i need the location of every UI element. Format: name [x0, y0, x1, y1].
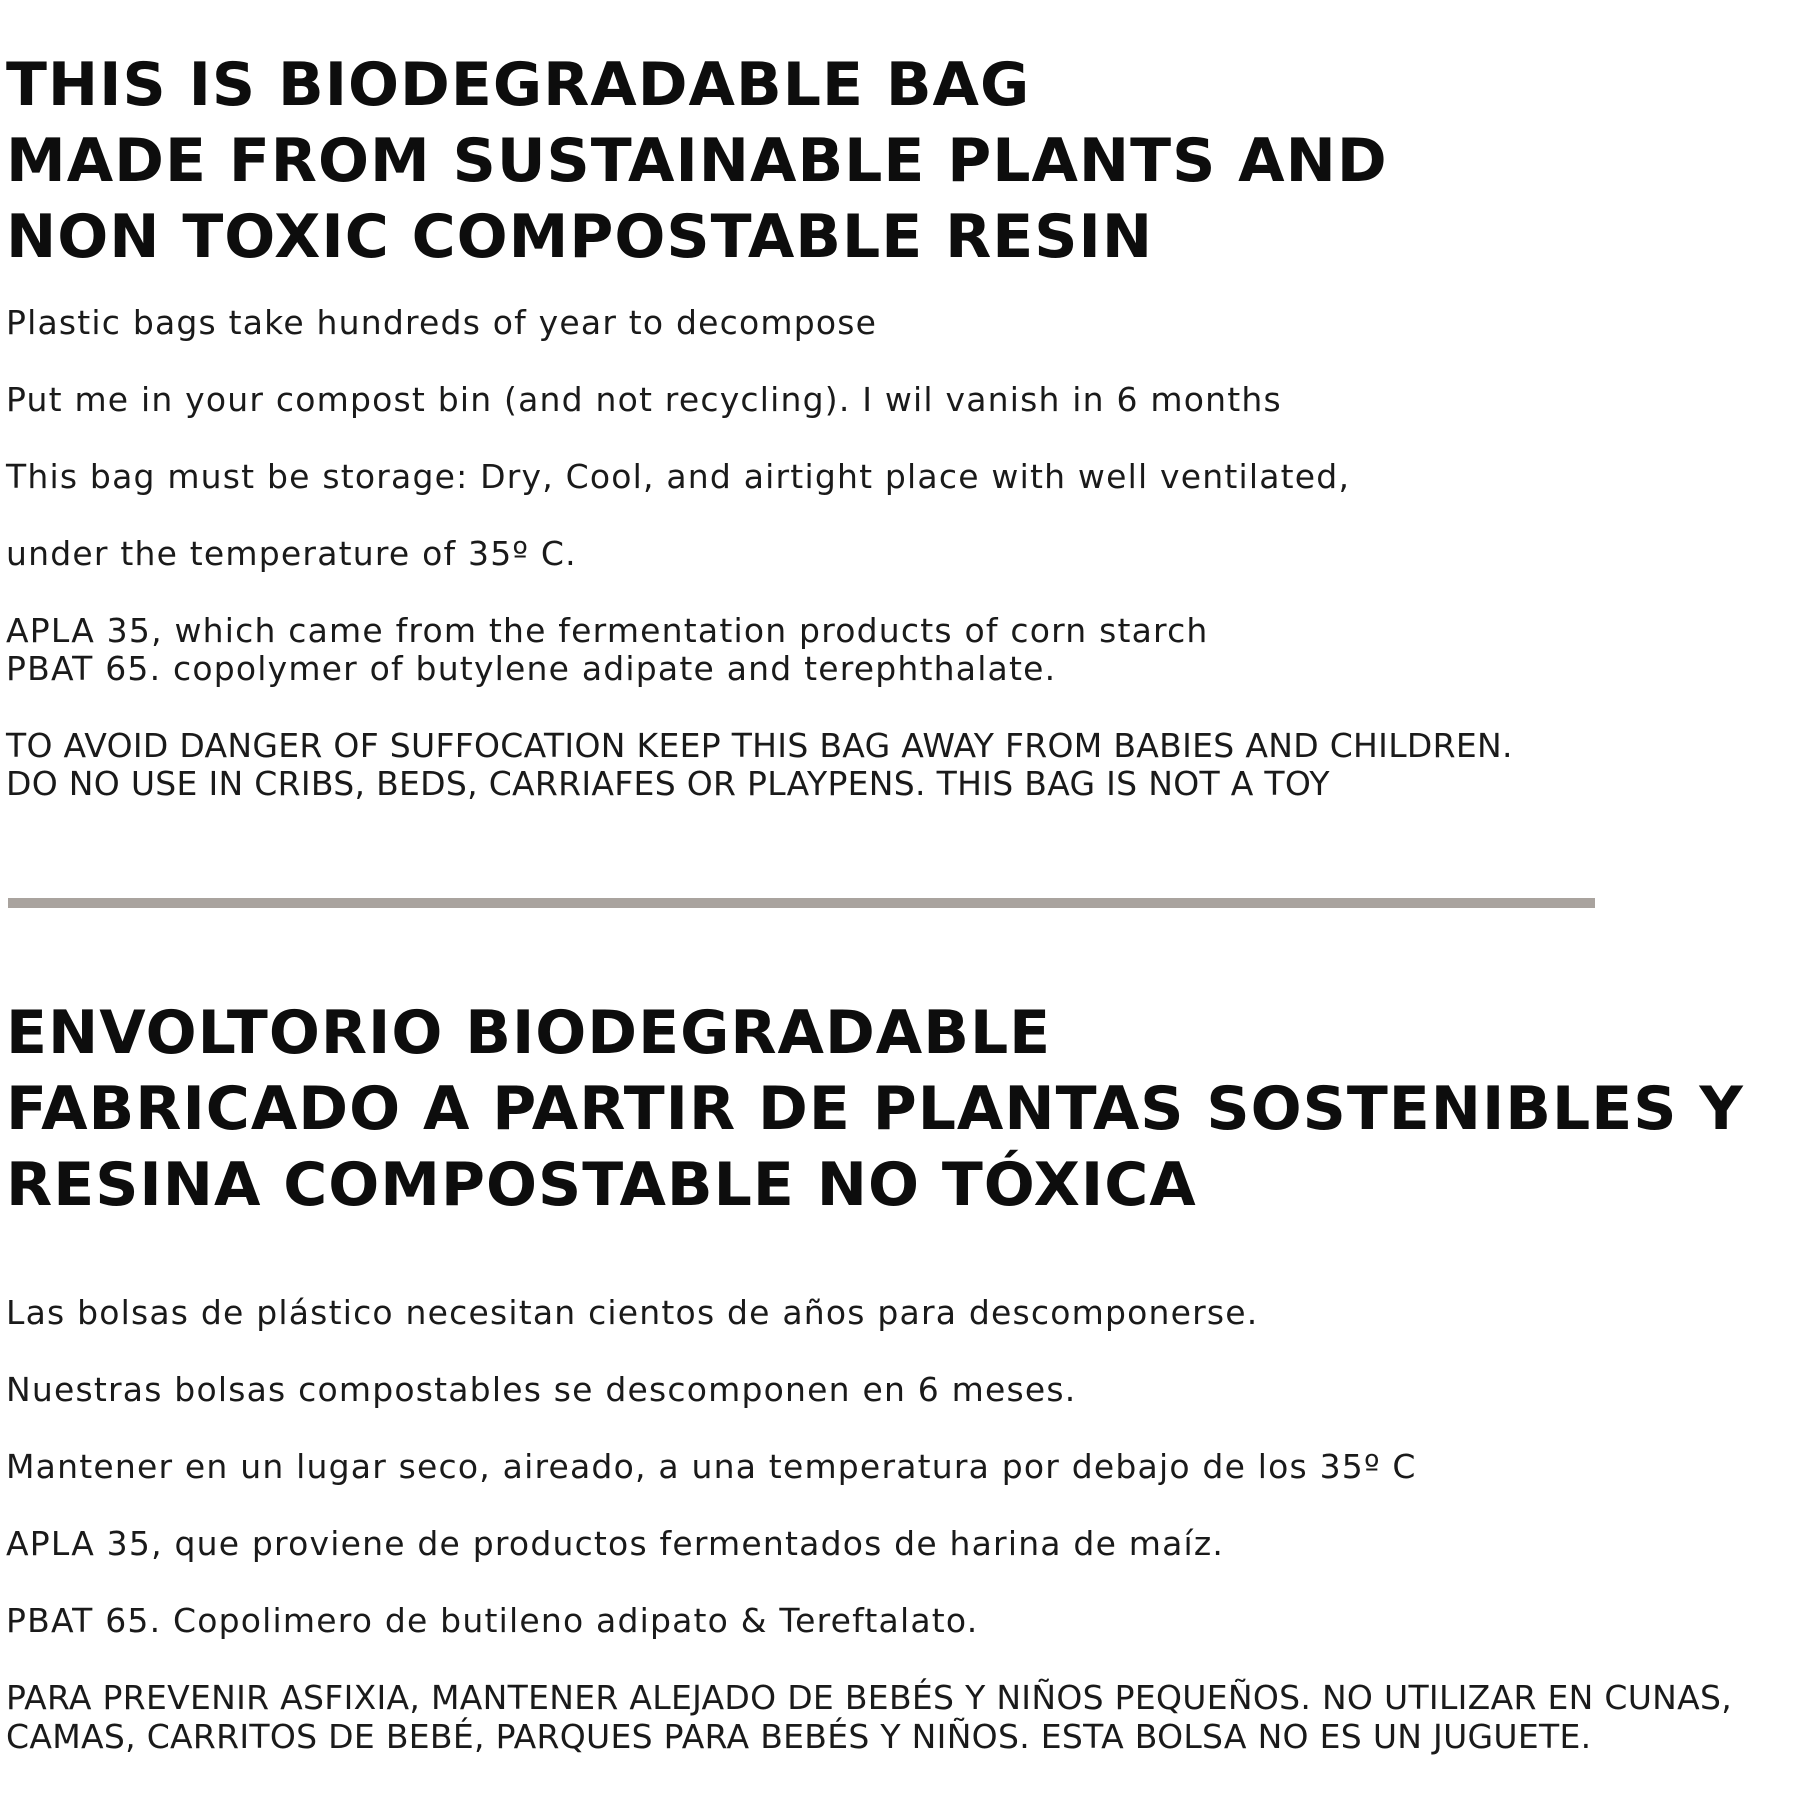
english-warning-line-1: TO AVOID DANGER OF SUFFOCATION KEEP THIS BAG AWAY FROM BABIES AND CHILDREN.	[6, 726, 1513, 765]
spanish-warning-line-2: CAMAS, CARRITOS DE BEBÉ, PARQUES PARA BEBÉS Y NIÑOS. ESTA BOLSA NO ES UN JUGUETE.	[6, 1717, 1592, 1756]
english-compost-text: Put me in your compost bin (and not recycling). I wil vanish in 6 months	[6, 380, 1282, 419]
spanish-heading-line-2: FABRICADO A PARTIR DE PLANTAS SOSTENIBLES Y	[6, 1074, 1744, 1144]
english-heading-line-1: THIS IS BIODEGRADABLE BAG	[6, 50, 1031, 120]
english-heading-line-2: MADE FROM SUSTAINABLE PLANTS AND	[6, 126, 1388, 196]
spanish-material-apla: APLA 35, que proviene de productos fermentados de harina de maíz.	[6, 1524, 1225, 1563]
spanish-warning-line-1: PARA PREVENIR ASFIXIA, MANTENER ALEJADO DE BEBÉS Y NIÑOS PEQUEÑOS. NO UTILIZAR EN CUNAS,	[6, 1678, 1733, 1717]
section-divider	[8, 898, 1595, 908]
spanish-compost-text: Nuestras bolsas compostables se descomponen en 6 meses.	[6, 1370, 1077, 1409]
english-decompose-text: Plastic bags take hundreds of year to decompose	[6, 303, 878, 342]
spanish-storage-text: Mantener en un lugar seco, aireado, a una temperatura por debajo de los 35º C	[6, 1447, 1417, 1486]
spanish-heading-line-1: ENVOLTORIO BIODEGRADABLE	[6, 998, 1052, 1068]
english-heading-line-3: NON TOXIC COMPOSTABLE RESIN	[6, 202, 1154, 272]
english-material-pbat: PBAT 65. copolymer of butylene adipate and terephthalate.	[6, 649, 1057, 688]
english-warning-line-2: DO NO USE IN CRIBS, BEDS, CARRIAFES OR PLAYPENS. THIS BAG IS NOT A TOY	[6, 764, 1330, 803]
spanish-heading-line-3: RESINA COMPOSTABLE NO TÓXICA	[6, 1150, 1197, 1220]
english-temperature-text: under the temperature of 35º C.	[6, 534, 577, 573]
spanish-decompose-text: Las bolsas de plástico necesitan cientos de años para descomponerse.	[6, 1293, 1259, 1332]
spanish-material-pbat: PBAT 65. Copolimero de butileno adipato & Tereftalato.	[6, 1601, 979, 1640]
english-material-apla: APLA 35, which came from the fermentation products of corn starch	[6, 611, 1209, 650]
english-storage-text: This bag must be storage: Dry, Cool, and airtight place with well ventilated,	[6, 457, 1351, 496]
